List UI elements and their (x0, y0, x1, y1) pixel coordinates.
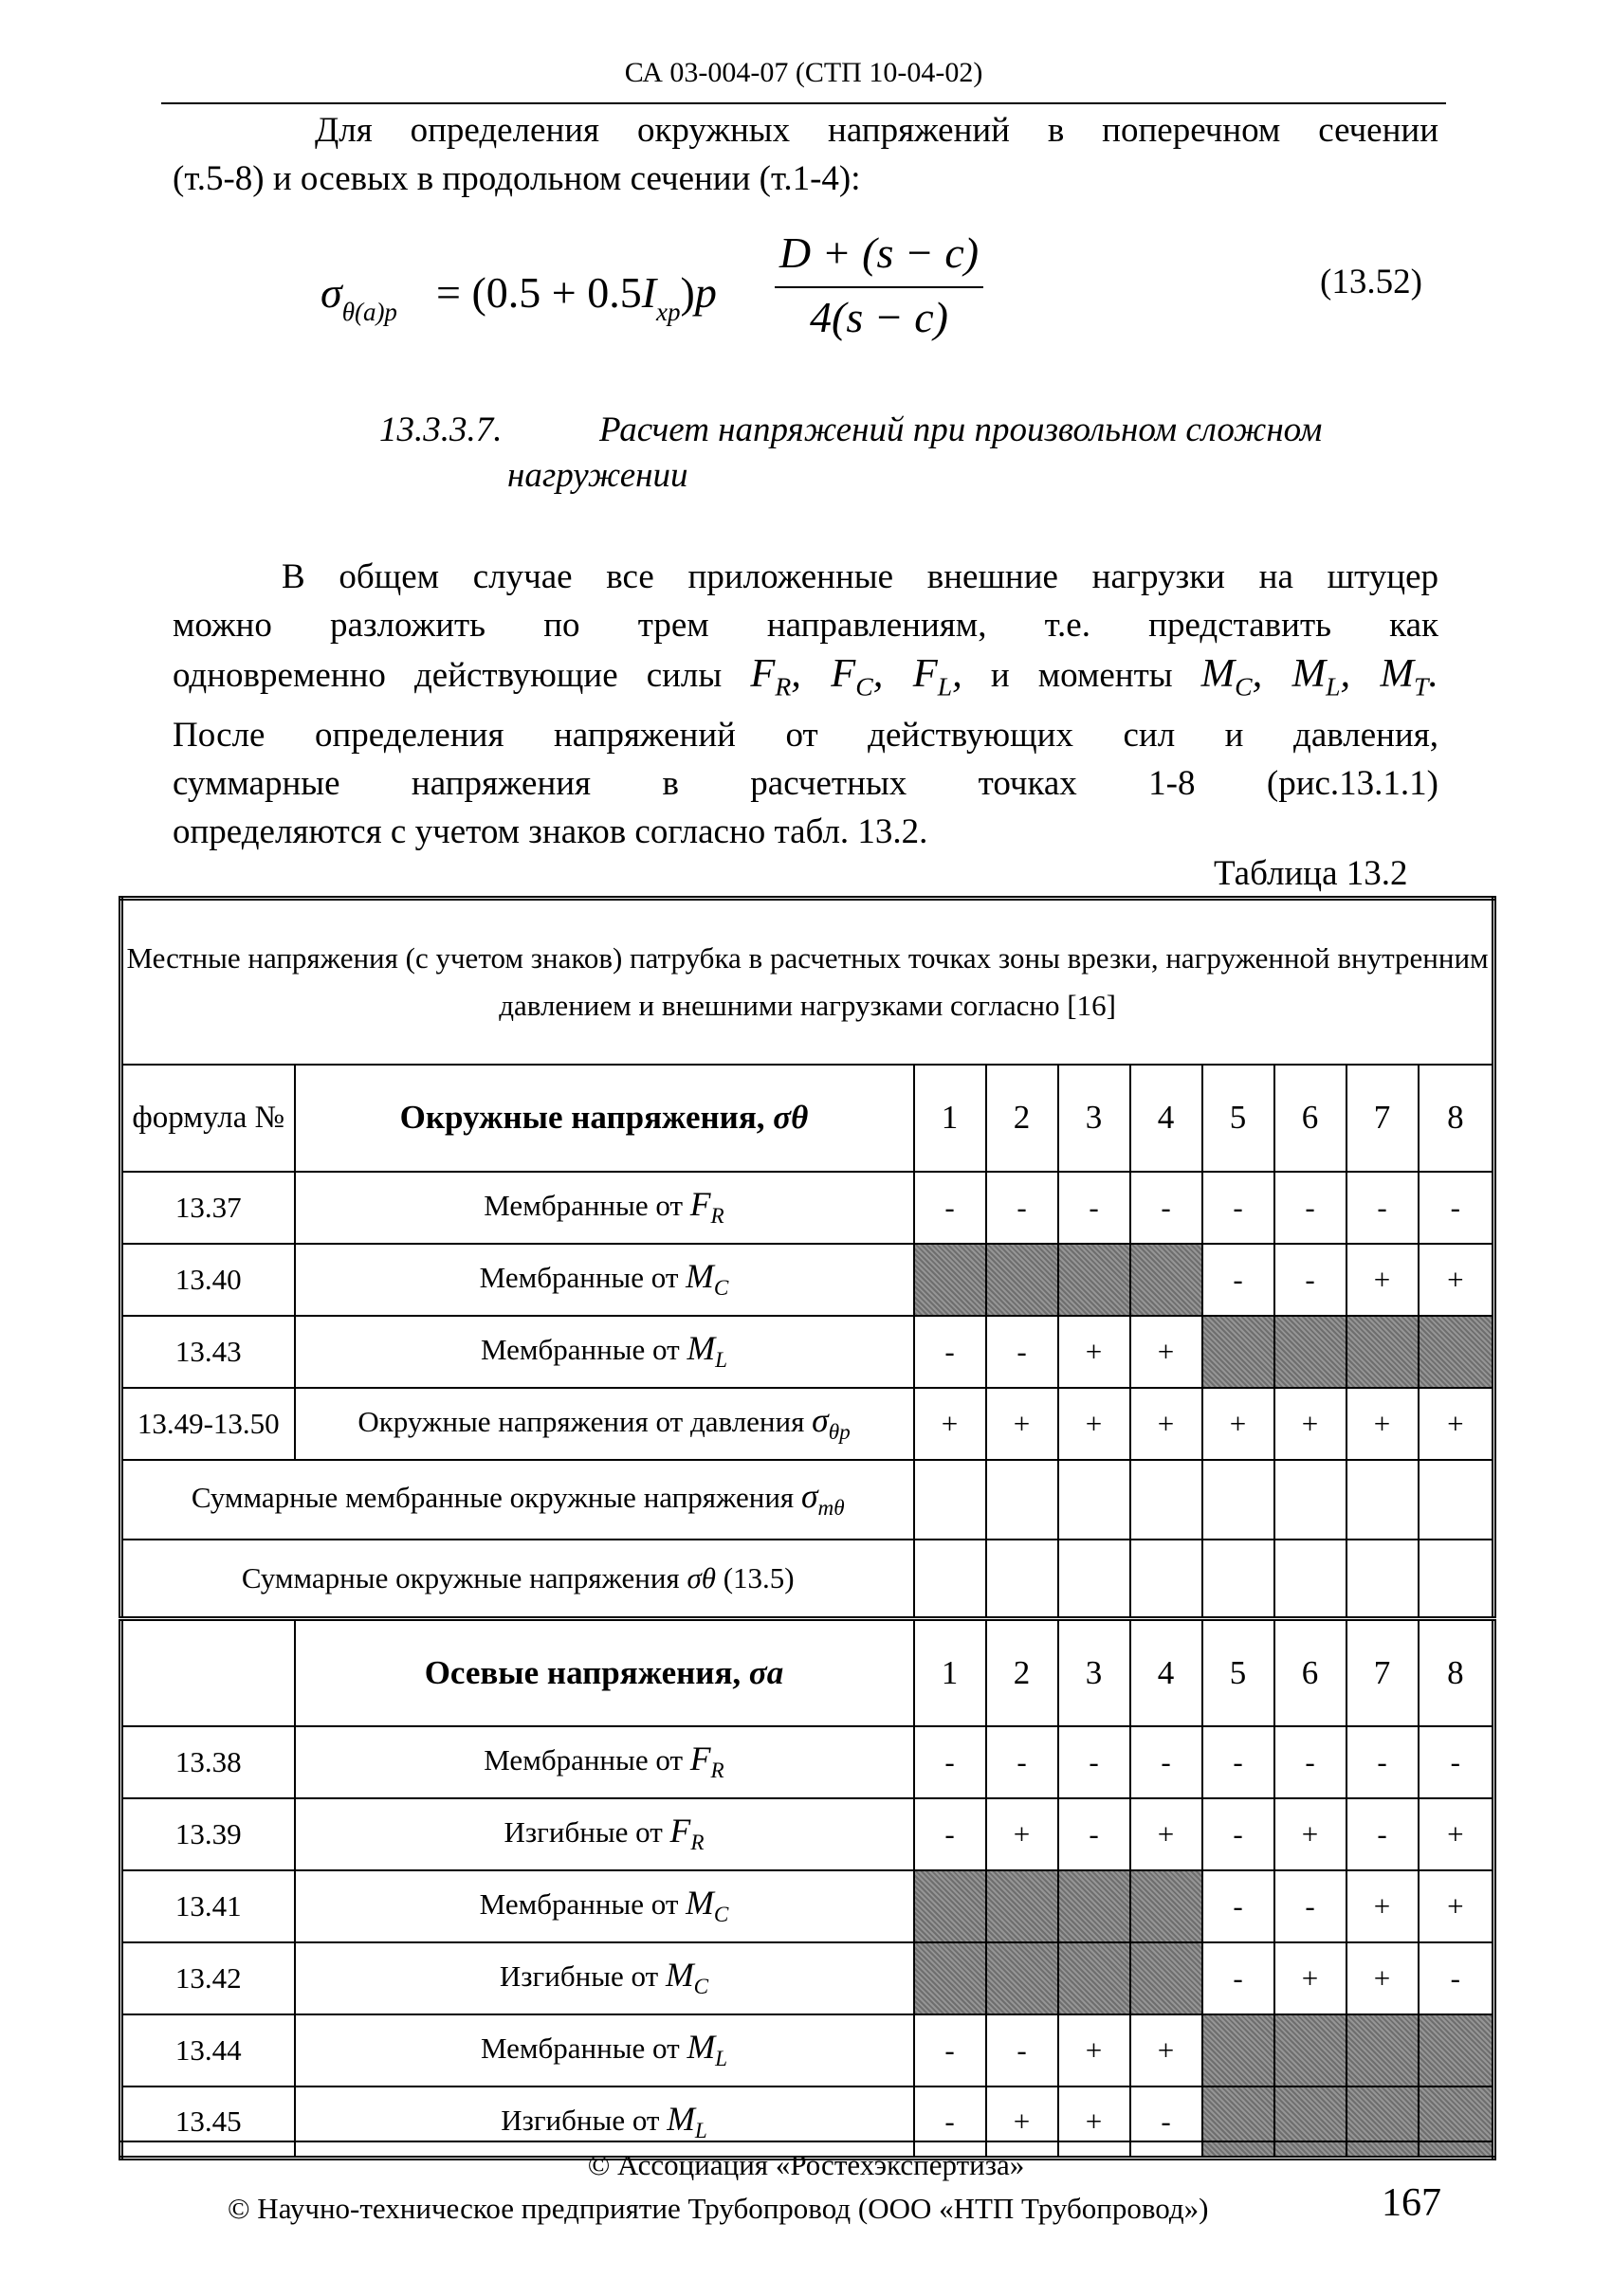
sign-cell: - (914, 1172, 986, 1244)
body-line-6: определяются с учетом знаков согласно табл. 13.2. (173, 811, 928, 851)
formula-ref: 13.42 (121, 1942, 295, 2014)
shaded-cell (1202, 2014, 1274, 2086)
stress-description: Изгибные от $F_R$ (295, 1798, 914, 1870)
empty-cell (1274, 1540, 1346, 1619)
load-variable: $F_R$ (689, 1740, 724, 1784)
sign-cell: + (1419, 1798, 1494, 1870)
empty-cell (1346, 1540, 1419, 1619)
shaded-cell (1130, 1244, 1202, 1316)
shaded-cell (986, 1942, 1058, 2014)
sign-cell: + (1274, 1942, 1346, 2014)
point-header-7: 7 (1346, 1619, 1419, 1726)
sign-cell: - (1202, 1942, 1274, 2014)
load-variable: $M_L$ (687, 1329, 728, 1374)
shaded-cell (986, 1244, 1058, 1316)
sign-cell: - (986, 2014, 1058, 2086)
section2-header-row (121, 1619, 1494, 1726)
sign-cell: - (1419, 1942, 1494, 2014)
formula-ref: 13.43 (121, 1316, 295, 1388)
section-title: Расчет напряжений при произвольном сложном (599, 410, 1323, 449)
shaded-cell (1419, 2014, 1494, 2086)
shaded-cell (1058, 1244, 1130, 1316)
shaded-cell (1274, 2014, 1346, 2086)
sign-cell: - (1058, 1172, 1130, 1244)
stress-description: Мембранные от $M_C$ (295, 1244, 914, 1316)
stress-description: Окружные напряжения от давления $\sigma_{\theta p}$ (295, 1388, 914, 1460)
sign-cell: - (1346, 1726, 1419, 1798)
shaded-cell (914, 1942, 986, 2014)
sign-cell: - (1202, 1798, 1274, 1870)
empty-cell (1058, 1460, 1130, 1540)
point-header-5: 5 (1202, 1619, 1274, 1726)
empty-cell (1130, 1540, 1202, 1619)
sign-cell: - (1202, 1726, 1274, 1798)
table-title: Местные напряжения (с учетом знаков) патрубка в расчетных точках зоны врезки, нагруженной внутренним давлением и внешними нагрузками согласно [16] (121, 899, 1494, 1065)
sign-cell: + (1419, 1244, 1494, 1316)
sign-cell: + (1346, 1942, 1419, 2014)
empty-cell (1419, 1460, 1494, 1540)
point-header-3: 3 (1058, 1619, 1130, 1726)
table-row (121, 1942, 1494, 2014)
sign-cell: + (1130, 1798, 1202, 1870)
sign-cell: - (914, 2014, 986, 2086)
empty-cell (1274, 1460, 1346, 1540)
sign-cell: + (986, 2086, 1058, 2159)
sign-cell: + (1130, 1388, 1202, 1460)
sign-cell: + (1058, 2014, 1130, 2086)
sign-cell: + (1130, 1316, 1202, 1388)
sign-cell: + (1202, 1388, 1274, 1460)
sign-cell: + (1058, 1388, 1130, 1460)
formula-13-52 (313, 228, 1024, 351)
shaded-cell (1419, 1316, 1494, 1388)
sign-cell: + (1058, 1316, 1130, 1388)
sign-cell: - (914, 1726, 986, 1798)
shaded-cell (914, 1870, 986, 1942)
load-variable: $M_L$ (687, 2028, 728, 2072)
sign-cell: + (1346, 1244, 1419, 1316)
shaded-cell (1274, 1316, 1346, 1388)
load-variable: $M_L$ (667, 2099, 707, 2143)
sign-cell: + (986, 1798, 1058, 1870)
load-variable: $F_R$ (689, 1185, 724, 1230)
formula-ref: 13.44 (121, 2014, 295, 2086)
body-line-1: В общем случае все приложенные внешние нагрузки на штуцер (282, 557, 1438, 596)
point-header-6: 6 (1274, 1619, 1346, 1726)
load-variable: $M_C$ (686, 1884, 729, 1928)
formula-lhs: $\sigma_{\theta(a)p}$ (321, 268, 397, 326)
stress-description: Изгибные от $M_L$ (295, 2086, 914, 2159)
point-header-8: 8 (1419, 1065, 1494, 1172)
empty-cell (986, 1460, 1058, 1540)
table-row (121, 1726, 1494, 1798)
sign-cell: - (1130, 2086, 1202, 2159)
formula-ref: 13.39 (121, 1798, 295, 1870)
sign-cell: - (986, 1316, 1058, 1388)
footer-copyright-1: © Ассоциация «Ростехэкспертиза» (587, 2148, 1025, 2181)
formula-ref: 13.38 (121, 1726, 295, 1798)
table-row (121, 1244, 1494, 1316)
load-variable: $M_C$ (665, 1956, 709, 2000)
empty-cell (1346, 1460, 1419, 1540)
shaded-cell (914, 1244, 986, 1316)
empty-cell (914, 1460, 986, 1540)
formula-fraction (775, 228, 983, 342)
sign-cell: - (1130, 1172, 1202, 1244)
shaded-cell (1202, 1316, 1274, 1388)
sign-cell: + (1274, 1388, 1346, 1460)
sign-cell: + (1274, 1798, 1346, 1870)
page-number: 167 (1382, 2181, 1441, 2225)
sign-cell: - (1202, 1172, 1274, 1244)
table-row (121, 1388, 1494, 1460)
sign-cell: + (1419, 1388, 1494, 1460)
point-header-4: 4 (1130, 1065, 1202, 1172)
section2-header: Осевые напряжения, σa (295, 1619, 914, 1726)
point-header-2: 2 (986, 1619, 1058, 1726)
sign-cell: - (1419, 1726, 1494, 1798)
summary-row-membrane (121, 1460, 1494, 1540)
sign-cell: + (1346, 1388, 1419, 1460)
sign-cell: + (1419, 1870, 1494, 1942)
sign-cell: - (986, 1172, 1058, 1244)
empty-header-cell (121, 1619, 295, 1726)
sign-cell: - (986, 1726, 1058, 1798)
table-caption: Таблица 13.2 (1214, 854, 1408, 893)
formula-ref: 13.45 (121, 2086, 295, 2159)
summary-membrane-label: Суммарные мембранные окружные напряжения $\sigma_{m\theta}$ (121, 1460, 914, 1540)
shaded-cell (1130, 1942, 1202, 2014)
load-variable: $\sigma_{\theta p}$ (812, 1401, 851, 1446)
sign-cell: + (1130, 2014, 1202, 2086)
point-header-4: 4 (1130, 1619, 1202, 1726)
body-line-2: можно разложить по трем направлениям, т.е. представить как (173, 606, 1438, 645)
sign-cell: - (1274, 1726, 1346, 1798)
section-heading (379, 408, 1322, 499)
footer-rule (119, 2141, 1492, 2142)
intro-line-2: (т.5-8) и осевых в продольном сечении (т.1-4): (173, 159, 861, 198)
sign-cell: - (914, 2086, 986, 2159)
table-row (121, 1172, 1494, 1244)
section-title-line-2: нагружении (507, 456, 688, 495)
shaded-cell (1058, 1942, 1130, 2014)
body-line-4: После определения напряжений от действующих сил и давления, (173, 715, 1438, 755)
fraction-bar (775, 286, 983, 288)
body-line-3: одновременно действующие силы $F_R$, $F_C$, $F_L$, и моменты $M_C$, $M_L$, $M_T$. (173, 651, 1439, 702)
shaded-cell (1058, 1870, 1130, 1942)
table-row (121, 1870, 1494, 1942)
table-row (121, 1316, 1494, 1388)
table-row (121, 1798, 1494, 1870)
equation-number: (13.52) (1320, 263, 1422, 301)
empty-cell (986, 1540, 1058, 1619)
empty-cell (1202, 1460, 1274, 1540)
summary-total-label: Суммарные окружные напряжения σθ (13.5) (121, 1540, 914, 1619)
document-header: СА 03-004-07 (СТП 10-04-02) (624, 57, 983, 88)
point-header-2: 2 (986, 1065, 1058, 1172)
load-variable: $F_R$ (669, 1812, 705, 1856)
shaded-cell (1346, 1316, 1419, 1388)
sign-cell: - (1274, 1172, 1346, 1244)
stress-sign-table (119, 896, 1496, 2160)
sign-cell: - (1274, 1244, 1346, 1316)
formula-numerator: D + (s − c) (779, 228, 980, 277)
stress-description: Мембранные от $M_C$ (295, 1870, 914, 1942)
empty-cell (1058, 1540, 1130, 1619)
sign-cell: + (914, 1388, 986, 1460)
stress-description: Мембранные от $M_L$ (295, 2014, 914, 2086)
empty-cell (1202, 1540, 1274, 1619)
stress-description: Мембранные от $F_R$ (295, 1726, 914, 1798)
header-rule (161, 102, 1446, 104)
intro-line-1: Для определения окружных напряжений в поперечном сечении (315, 111, 1438, 150)
shaded-cell (986, 1870, 1058, 1942)
sign-cell: - (1130, 1726, 1202, 1798)
sign-cell: - (1346, 1798, 1419, 1870)
stress-description: Мембранные от $F_R$ (295, 1172, 914, 1244)
section-number: 13.3.3.7. (379, 410, 503, 449)
sign-cell: - (1274, 1870, 1346, 1942)
sign-cell: + (986, 1388, 1058, 1460)
stress-description: Изгибные от $M_C$ (295, 1942, 914, 2014)
point-header-1: 1 (914, 1619, 986, 1726)
sign-cell: + (1346, 1870, 1419, 1942)
table-row (121, 2014, 1494, 2086)
shaded-cell (1346, 2014, 1419, 2086)
intro-paragraph (173, 106, 1438, 203)
sign-cell: - (1419, 1172, 1494, 1244)
summary-row-total (121, 1540, 1494, 1619)
load-variable: $M_C$ (686, 1257, 729, 1302)
formula-ref: 13.49-13.50 (121, 1388, 295, 1460)
formula-rhs: = $(0.5 + 0.5I_{xp})p$ (436, 268, 717, 326)
body-line-5: суммарные напряжения в расчетных точках 1-8 (рис.13.1.1) (173, 763, 1438, 803)
point-header-3: 3 (1058, 1065, 1130, 1172)
point-header-7: 7 (1346, 1065, 1419, 1172)
point-header-6: 6 (1274, 1065, 1346, 1172)
empty-cell (1419, 1540, 1494, 1619)
empty-cell (1130, 1460, 1202, 1540)
sign-cell: + (1058, 2086, 1130, 2159)
forces-vars: $F_R$, $F_C$, $F_L$, (750, 651, 962, 702)
sign-cell: - (1058, 1726, 1130, 1798)
section1-header: Окружные напряжения, σθ (295, 1065, 914, 1172)
formula-ref: 13.41 (121, 1870, 295, 1942)
sign-cell: - (1202, 1244, 1274, 1316)
sign-cell: - (1346, 1172, 1419, 1244)
sign-cell: - (1202, 1870, 1274, 1942)
body-paragraph (173, 553, 1438, 856)
sign-cell: - (914, 1798, 986, 1870)
sign-cell: - (914, 1316, 986, 1388)
col-formula-header: формула № (121, 1065, 295, 1172)
formula-ref: 13.37 (121, 1172, 295, 1244)
footer-copyright-2: © Научно-техническое предприятие Трубопровод (ООО «НТП Трубопровод») (228, 2192, 1209, 2225)
point-header-8: 8 (1419, 1619, 1494, 1726)
formula-ref: 13.40 (121, 1244, 295, 1316)
point-header-1: 1 (914, 1065, 986, 1172)
sign-cell: - (1058, 1798, 1130, 1870)
formula-denominator: 4(s − c) (810, 293, 948, 341)
empty-cell (914, 1540, 986, 1619)
moments-vars: $M_C$, $M_L$, $M_T$. (1200, 651, 1439, 702)
stress-description: Мембранные от $M_L$ (295, 1316, 914, 1388)
point-header-5: 5 (1202, 1065, 1274, 1172)
shaded-cell (1130, 1870, 1202, 1942)
